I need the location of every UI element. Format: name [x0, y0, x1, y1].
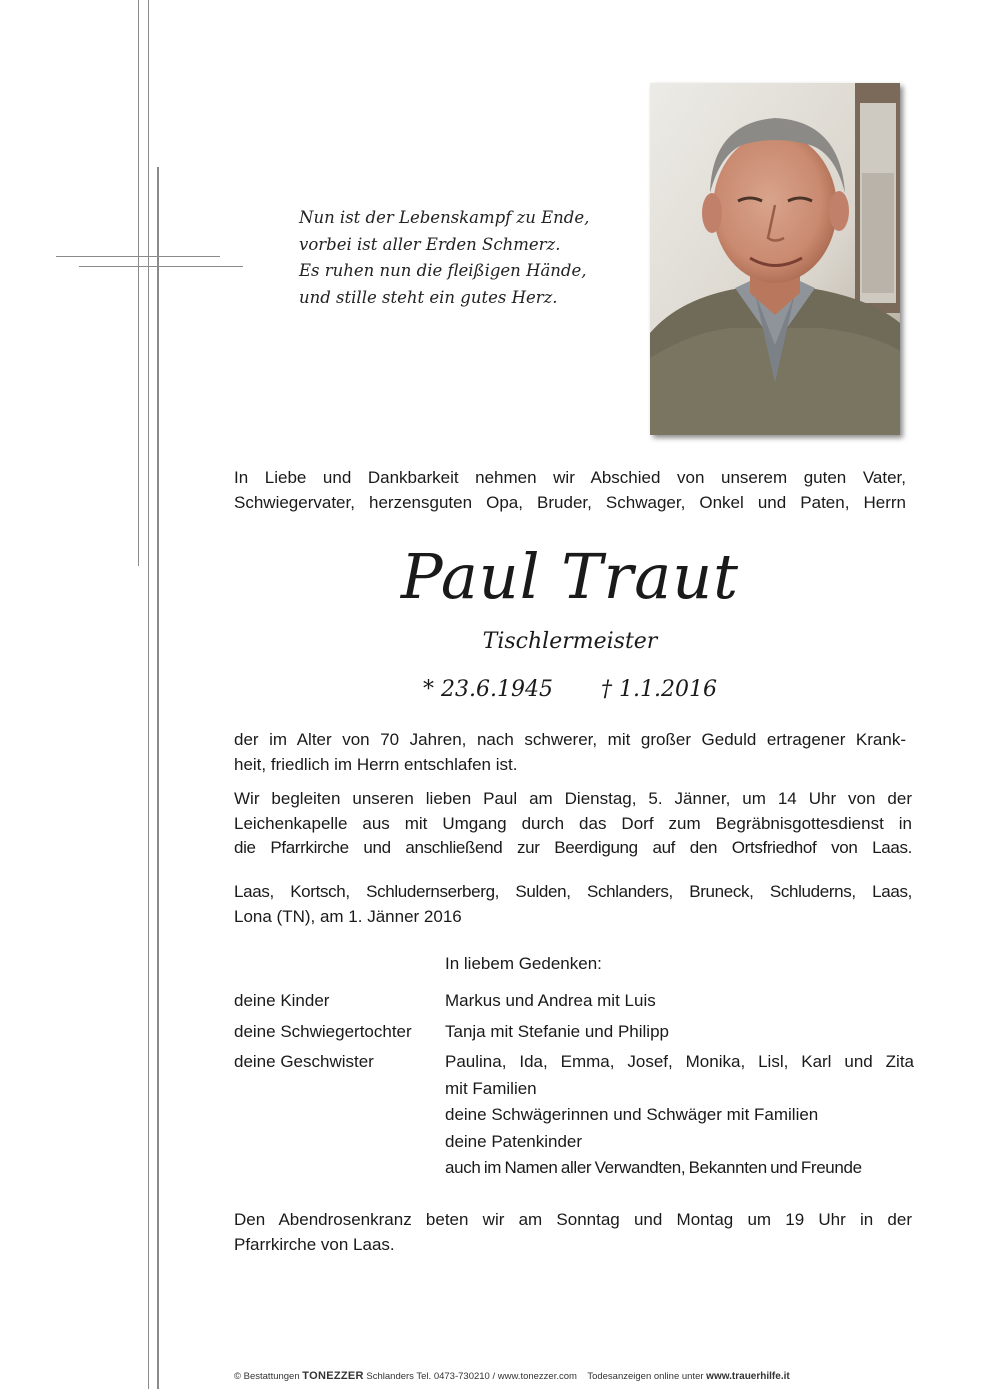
- funeral-paragraph: [234, 787, 912, 861]
- cross-inner-right-line: [158, 167, 159, 1389]
- intro-line: Schwiegervater, herzensguten Opa, Bruder, Schwager, Onkel und Paten, Herrn: [234, 492, 906, 512]
- family-names: deine Schwägerinnen und Schwäger mit Familien: [445, 1105, 819, 1124]
- cross-horizontal-line-bottom: [79, 266, 243, 267]
- footer-online-text: Todesanzeigen online unter: [587, 1371, 704, 1382]
- paragraph-line: heit, friedlich im Herrn entschlafen ist.: [234, 754, 518, 774]
- life-dates: [234, 675, 906, 705]
- family-relation: deine Geschwister: [234, 1052, 374, 1071]
- family-relation: deine Schwiegertochter: [234, 1021, 412, 1041]
- intro-line: In Liebe und Dankbarkeit nehmen wir Abschied von unserem guten Vater,: [234, 468, 906, 487]
- family-names: Paulina, Ida, Emma, Josef, Monika, Lisl, Karl und Zita: [445, 1052, 914, 1071]
- deceased-profession: Tischlermeister: [482, 629, 658, 654]
- footer-website-link[interactable]: www.trauerhilfe.it: [706, 1371, 790, 1382]
- paragraph-line: Lona (TN), am 1. Jänner 2016: [234, 906, 462, 926]
- poem-line: vorbei ist aller Erden Schmerz.: [299, 234, 561, 254]
- poem-line: und stille steht ein gutes Herz.: [299, 287, 558, 307]
- paragraph-line: Laas, Kortsch, Schludernserberg, Sulden, Schlanders, Bruneck, Schluderns, Laas,: [234, 882, 912, 901]
- family-relation: deine Kinder: [234, 991, 330, 1010]
- family-row: [234, 1020, 914, 1045]
- cross-horizontal-line-top: [56, 256, 220, 257]
- family-names: mit Familien: [445, 1078, 537, 1098]
- memorial-poem: [299, 205, 629, 311]
- death-date: † 1.1.2016: [601, 677, 717, 702]
- paragraph-line: der im Alter von 70 Jahren, nach schwerer, mit großer Geduld ertragener Krank-: [234, 730, 906, 749]
- places-paragraph: [234, 880, 912, 929]
- deceased-name: Paul Traut: [400, 540, 740, 613]
- portrait-photo: [650, 83, 900, 435]
- paragraph-line: die Pfarrkirche und anschließend zur Beerdigung auf den Ortsfriedhof von Laas.: [234, 838, 912, 857]
- poem-line: Es ruhen nun die fleißigen Hände,: [299, 261, 587, 280]
- footer-prefix: © Bestattungen: [234, 1371, 300, 1382]
- poem-line: Nun ist der Lebenskampf zu Ende,: [299, 208, 590, 227]
- family-names: deine Patenkinder: [445, 1131, 583, 1151]
- family-row: [234, 989, 914, 1014]
- footer: [234, 1370, 914, 1383]
- rosary-paragraph: [234, 1208, 912, 1257]
- footer-contact: Schlanders Tel. 0473-730210 / www.tonezzer.com: [366, 1371, 577, 1382]
- in-memory-heading: In liebem Gedenken:: [445, 954, 602, 973]
- cross-vertical-line-left: [138, 0, 139, 566]
- family-row: [234, 1050, 914, 1182]
- family-names: auch im Namen aller Verwandten, Bekannten und Freunde: [445, 1158, 862, 1177]
- paragraph-line: Pfarrkirche von Laas.: [234, 1234, 395, 1254]
- family-list: [234, 989, 914, 1182]
- intro-paragraph: [234, 466, 906, 515]
- portrait-illustration: [650, 83, 900, 435]
- paragraph-line: Wir begleiten unseren lieben Paul am Dienstag, 5. Jänner, um 14 Uhr von der: [234, 789, 912, 808]
- birth-date: * 23.6.1945: [423, 677, 553, 702]
- paragraph-line: Den Abendrosenkranz beten wir am Sonntag und Montag um 19 Uhr in der: [234, 1210, 912, 1229]
- family-names: Tanja mit Stefanie und Philipp: [445, 1021, 669, 1041]
- paragraph-line: Leichenkapelle aus mit Umgang durch das Dorf zum Begräbnisgottesdienst in: [234, 813, 912, 833]
- passing-paragraph: [234, 728, 906, 777]
- cross-vertical-line-right: [148, 0, 149, 1389]
- footer-company: TONEZZER: [302, 1370, 364, 1382]
- family-names: Markus und Andrea mit Luis: [445, 991, 656, 1010]
